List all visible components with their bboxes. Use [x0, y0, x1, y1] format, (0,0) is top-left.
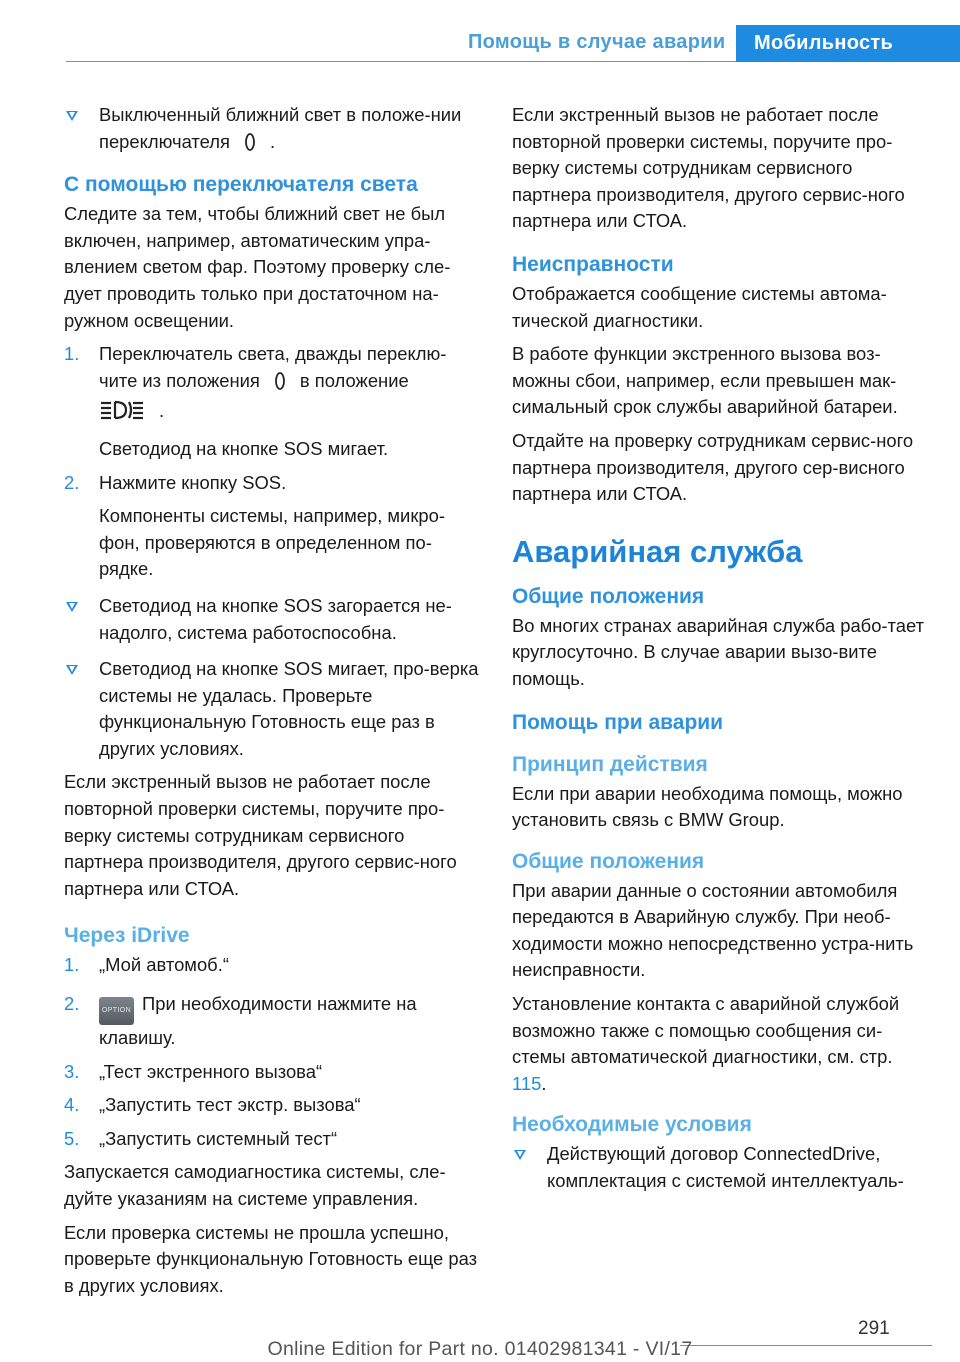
bullet-triangle-icon [514, 1150, 526, 1160]
switch-position-0-icon [244, 132, 256, 160]
menu-path-text: „Мой автомоб.“ [99, 954, 229, 976]
paragraph: Следите за тем, чтобы ближний свет не был включен, например, автоматическим упра‐влением светом фар. Поэтому проверку сле‐дует проводить только при достаточном на‐ружном освещении. [64, 203, 451, 331]
chapter-tab: Мобильность [736, 25, 960, 62]
bullet-item [64, 593, 484, 646]
bullet-triangle-icon [66, 111, 78, 121]
edition-footer: Online Edition for Part no. 01402981341 - VI/17 [267, 1338, 693, 1360]
step-number: 3. [64, 1060, 80, 1082]
bullet-item: Выключенный ближний свет в положе‐нии переключателя . [64, 102, 484, 159]
paragraph: Отдайте на проверку сотрудникам сервис‐ного партнера производителя, другого сер‐висного партнера или СТОА. [512, 429, 914, 505]
switch-position-0-icon [274, 371, 286, 399]
step-number: 5. [64, 1127, 80, 1149]
option-button-icon: OPTION [99, 997, 134, 1025]
menu-path-text: „Запустить тест экстр. вызова“ [99, 1094, 361, 1116]
paragraph: Отображается сообщение системы автома‐тической диагностики. [512, 282, 887, 331]
step-item: 1. Переключатель света, дважды переклю‐чите из положения в положение . [64, 341, 484, 429]
section-heading: С помощью переключателя света [64, 173, 418, 197]
step-number: 2. [64, 993, 80, 1015]
step-text: Нажмите кнопку SOS. [99, 471, 287, 493]
step-item [64, 1126, 484, 1153]
paragraph: Если экстренный вызов не работает после повторной проверки системы, поручите про‐верку системы сотрудникам сервисного партнера производителя, другого сервис‐ного партнера или СТОА. [512, 104, 905, 232]
menu-path-text: „Тест экстренного вызова“ [99, 1060, 323, 1082]
bullet-item [64, 656, 484, 762]
bullet-text: Действующий договор ConnectedDrive, комплектация с системой интеллектуаль‐ [547, 1143, 904, 1192]
paragraph: Запускается самодиагностика системы, сле‐дуйте указаниям на системе управления. [64, 1161, 446, 1209]
page-number: 291 [858, 1318, 890, 1339]
step-number: 1. [64, 954, 80, 976]
step-number: 4. [64, 1094, 80, 1116]
step-item [64, 470, 484, 497]
section-title: Помощь в случае аварии [468, 31, 726, 53]
paragraph: Если проверка системы не прошла успешно, проверьте функциональную Готовность еще раз в других условиях. [64, 1221, 478, 1296]
subsection-heading: Принцип действия [512, 752, 708, 776]
paragraph: При аварии данные о состоянии автомобиля передаются в Аварийную службу. При необ‐ходимости можно непосредственно устра‐нить неисправности. [512, 879, 914, 981]
bullet-text: Выключенный ближний свет в положе‐нии переключателя [99, 104, 462, 152]
step-item [64, 991, 484, 1052]
step-number: 2. [64, 471, 80, 493]
paragraph: Во многих странах аварийная служба рабо‐тает круглосуточно. В случае аварии вызо‐вите помощь. [512, 614, 925, 689]
subsection-heading: Необходимые условия [512, 1113, 752, 1137]
paragraph: В работе функции экстренного вызова воз‐можны сбои, например, если превышен мак‐симальный срок службы аварийной батареи. [512, 343, 898, 418]
step-number: 1. [64, 343, 80, 365]
paragraph: Если при аварии необходима помощь, можно установить связь с BMW Group. [512, 782, 903, 831]
step-note: Светодиод на кнопке SOS мигает. [99, 437, 389, 459]
step-item [64, 1092, 484, 1119]
header-rule [66, 61, 736, 62]
step-item [64, 1059, 484, 1086]
bullet-item [512, 1141, 932, 1194]
chapter-heading: Аварийная служба [512, 533, 803, 569]
section-heading: Общие положения [512, 584, 705, 608]
step-text: в положение [299, 369, 409, 391]
step-text: Переключатель света, дважды переклю‐чите из положения [99, 343, 447, 391]
paragraph-text: Установление контакта с аварийной службой возможно также с помощью сообщения си‐стемы автоматической диагностики, см. стр. [512, 993, 900, 1068]
menu-path-text: „Запустить системный тест“ [99, 1127, 338, 1149]
paragraph: Установление контакта с аварийной службой возможно также с помощью сообщения си‐стемы автоматической диагностики, см. стр. 115. [512, 993, 900, 1094]
right-column [512, 102, 932, 1202]
section-heading: Через iDrive [64, 924, 190, 948]
bullet-text: Светодиод на кнопке SOS загорается не‐надолго, система работоспособна. [99, 594, 452, 643]
step-item [64, 952, 484, 979]
section-heading: Помощь при аварии [512, 710, 724, 734]
page-header [0, 25, 960, 61]
low-beam-icon [99, 399, 145, 429]
paragraph: Если экстренный вызов не работает после повторной проверки системы, поручите про‐верку системы сотрудникам сервисного партнера производителя, другого сервис‐ного партнера или СТОА. [64, 771, 457, 899]
step-text: При необходимости нажмите на клавишу. [99, 993, 417, 1049]
page-reference-link[interactable]: 115 [512, 1072, 542, 1094]
subsection-heading: Общие положения [512, 849, 705, 873]
step-note: Компоненты системы, например, микро‐фон, проверяются в определенном по‐рядке. [99, 505, 445, 580]
bullet-triangle-icon [66, 602, 78, 612]
bullet-triangle-icon [66, 665, 78, 675]
section-heading: Неисправности [512, 252, 674, 276]
bullet-text: Светодиод на кнопке SOS мигает, про‐верка системы не удалась. Проверьте функциональную Готовность еще раз в других условиях. [99, 658, 479, 759]
left-column [64, 102, 484, 1306]
